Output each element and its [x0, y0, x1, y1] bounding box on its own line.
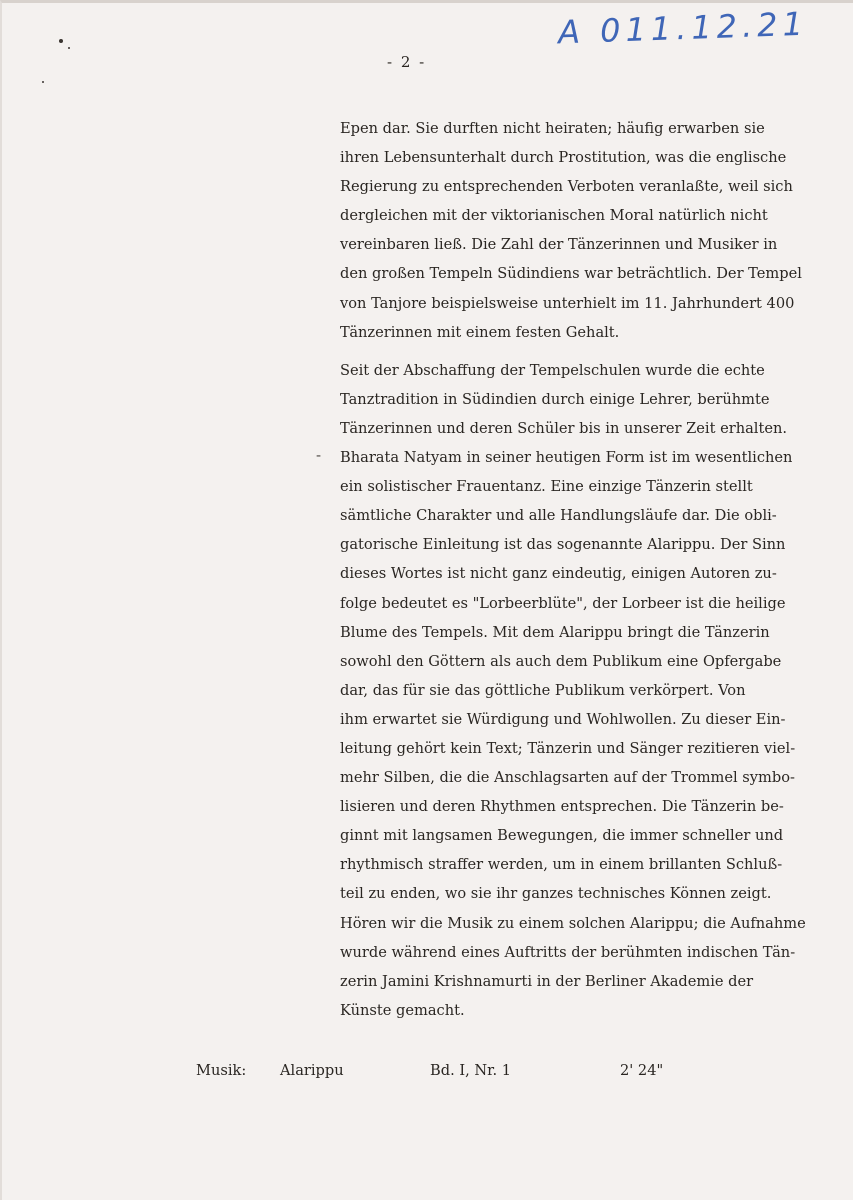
- text-line: dar, das für sie das göttliche Publikum verkörpert. Von: [340, 681, 746, 699]
- text-line: Hören wir die Musik zu einem solchen Alarippu; die Aufnahme: [340, 914, 806, 932]
- text-line: ginnt mit langsamen Bewegungen, die immer schneller und: [340, 827, 784, 845]
- text-line: Tanztradition in Südindien durch einige Lehrer, berühmte: [340, 390, 770, 408]
- text-line: ein solistischer Frauentanz. Eine einzige Tänzerin stellt: [340, 478, 753, 496]
- music-title: Alarippu: [280, 1062, 344, 1079]
- text-line: Tänzerinnen mit einem festen Gehalt.: [340, 323, 620, 341]
- text-line: gatorische Einleitung ist das sogenannte Alarippu. Der Sinn: [340, 536, 786, 554]
- text-line: mehr Silben, die die Anschlagsarten auf der Trommel symbo-: [340, 769, 795, 787]
- music-volume: Bd. I, Nr. 1: [430, 1062, 512, 1079]
- text-line: dieses Wortes ist nicht ganz eindeutig, einigen Autoren zu-: [340, 565, 777, 583]
- text-line: vereinbaren ließ. Die Zahl der Tänzerinnen und Musiker in: [340, 236, 778, 254]
- text-line: Tänzerinnen und deren Schüler bis in unserer Zeit erhalten.: [340, 419, 788, 437]
- page-number: - 2 -: [387, 53, 427, 71]
- text-line: teil zu enden, wo sie ihr ganzes technisches Können zeigt.: [340, 885, 772, 903]
- text-line: von Tanjore beispielsweise unterhielt im 11. Jahrhundert 400: [340, 294, 795, 312]
- text-line: ihren Lebensunterhalt durch Prostitution, was die englische: [340, 149, 787, 167]
- archive-number-handwritten: A 011.12.21: [557, 4, 809, 52]
- music-label: Musik:: [196, 1062, 247, 1079]
- body-text: [340, 114, 853, 1025]
- text-line: Epen dar. Sie durften nicht heiraten; häufig erwarben sie: [340, 120, 765, 137]
- text-line: Blume des Tempels. Mit dem Alarippu bringt die Tänzerin: [340, 623, 770, 641]
- text-line: Seit der Abschaffung der Tempelschulen wurde die echte: [340, 361, 765, 379]
- text-line: rhythmisch straffer werden, um in einem brillanten Schluß-: [340, 856, 783, 874]
- text-line: zerin Jamini Krishnamurti in der Berliner Akademie der: [340, 972, 754, 990]
- text-line: leitung gehört kein Text; Tänzerin und Sänger rezitieren viel-: [340, 739, 796, 757]
- text-line: Regierung zu entsprechenden Verboten veranlaßte, weil sich: [340, 178, 793, 196]
- paragraph-1: [340, 114, 853, 347]
- text-line: lisieren und deren Rhythmen entsprechen. Die Tänzerin be-: [340, 798, 784, 816]
- text-line: sämtliche Charakter und alle Handlungsläufe dar. Die obli-: [340, 507, 777, 525]
- music-reference: [2, 1062, 853, 1086]
- paper-speck: [59, 39, 63, 43]
- text-line: Bharata Natyam in seiner heutigen Form ist im wesentlichen: [340, 449, 793, 467]
- text-line: sowohl den Göttern als auch dem Publikum eine Opfergabe: [340, 652, 782, 670]
- text-line: ihm erwartet sie Würdigung und Wohlwollen. Zu dieser Ein-: [340, 710, 786, 728]
- paper-speck: [42, 81, 44, 83]
- text-line: dergleichen mit der viktorianischen Moral natürlich nicht: [340, 207, 768, 225]
- margin-mark: -: [316, 446, 322, 464]
- text-line: den großen Tempeln Südindiens war beträchtlich. Der Tempel: [340, 265, 802, 283]
- text-line: wurde während eines Auftritts der berühmten indischen Tän-: [340, 943, 796, 961]
- text-line: Künste gemacht.: [340, 1001, 465, 1019]
- paragraph-2: [340, 356, 853, 1025]
- paragraph-spacer: [340, 347, 853, 356]
- music-duration: 2' 24": [620, 1062, 664, 1079]
- paper-speck: [68, 47, 70, 49]
- text-line: folge bedeutet es "Lorbeerblüte", der Lorbeer ist die heilige: [340, 594, 786, 612]
